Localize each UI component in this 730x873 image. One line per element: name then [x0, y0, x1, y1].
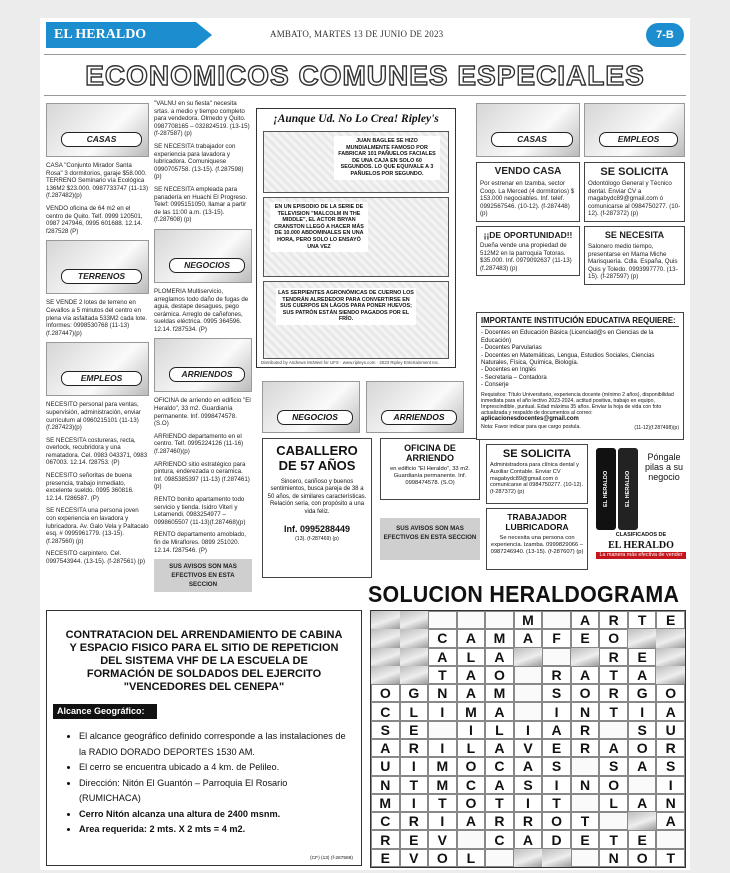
crossword-clue-cell [571, 849, 600, 867]
crossword-letter-cell: I [514, 794, 543, 812]
crossword-letter-cell: R [599, 611, 628, 629]
crossword-letter-cell: T [542, 794, 571, 812]
crossword-letter-cell: A [571, 666, 600, 684]
crossword-letter-cell: C [371, 812, 400, 830]
crossword-picture-cell [514, 648, 543, 666]
crossword-letter-cell: O [656, 684, 685, 702]
pila-ad [592, 446, 688, 566]
crossword-letter-cell: A [628, 757, 657, 775]
crossword-picture-cell [371, 648, 400, 666]
crossword-picture-cell [371, 611, 400, 629]
crossword-clue-cell [571, 794, 600, 812]
terrenos-label: TERRENOS [61, 269, 142, 284]
classified-ad: VENDO oficina de 64 m2 en el centro de Quito. Telf. 0999 120501, 0987 247946, 0995 601688. 12.14. f287528 (P) [46, 204, 143, 235]
crossword-letter-cell: T [599, 830, 628, 848]
alcance-item: • Cerro Nitón alcanza una altura de 2400 msnm. [79, 807, 347, 823]
crossword-letter-cell: A [514, 629, 543, 647]
crossword-letter-cell: L [599, 794, 628, 812]
crossword-clue-cell [628, 776, 657, 794]
page-header [40, 18, 690, 52]
classified-ad: ARRIENDO sitio estratégico para pintura, enderezada o ceramica. Inf. 0985385397 (11-13) (f.287461)(p) [154, 460, 250, 491]
institucion-item: - Conserje [481, 382, 509, 389]
crossword-letter-cell: T [485, 794, 514, 812]
crossword-letter-cell: M [457, 702, 486, 720]
crossword-letter-cell: I [656, 776, 685, 794]
crossword-letter-cell: V [428, 830, 457, 848]
crossword-letter-cell: M [428, 757, 457, 775]
crossword-letter-cell: T [400, 776, 429, 794]
trabajador-title: TRABAJADOR LUBRICADORA [505, 512, 569, 532]
pila-brand: EL HERALDO [608, 540, 674, 551]
crossword-letter-cell: T [428, 794, 457, 812]
crossword-letter-cell: V [400, 849, 429, 867]
institucion-item: - Docentes en Educación Básica (Licenciad@s en Ciencias de la Educación) [481, 330, 654, 344]
crossword-letter-cell: M [428, 776, 457, 794]
crossword-letter-cell: T [599, 666, 628, 684]
institucion-email: aplicacionesdocentes@gmail.com [481, 416, 579, 423]
arriendos-image [154, 338, 252, 392]
crossword-letter-cell: I [542, 702, 571, 720]
promo-grey-box: SUS AVISOS SON MAS EFECTIVOS EN ESTA SECCION [154, 559, 252, 592]
ripleys-caption-1: JUAN BAGLEE SE HIZO MUNDIALMENTE FAMOSO POR FABRICAR 101 PAÑUELOS FACIALES DE UNA CAJA EN SOLO 60 SEGUNDOS. LO QUE EQUIVALE A 3 PAÑUELOS POR SEGUNDO. [334, 136, 440, 180]
alcance-item: • El alcance geográfico definido corresponde a las instalaciones de la RADIO DORADO DEPORTES 1530 AM. [79, 729, 347, 760]
section-title: ECONOMICOS COMUNES ESPECIALES [85, 60, 645, 91]
pila-tagline: La manera más efectiva de vender [596, 552, 686, 559]
crossword-letter-cell: C [371, 702, 400, 720]
crossword-clue-cell [514, 702, 543, 720]
classifieds-column-1 [46, 100, 149, 571]
crossword-letter-cell: E [571, 830, 600, 848]
crossword-letter-cell: V [514, 739, 543, 757]
crossword-letter-cell: E [542, 739, 571, 757]
alcance-item: • Area requerida: 2 mts. X 2 mts = 4 m2. [79, 822, 347, 838]
casas-image-right [476, 103, 580, 157]
caballero-code: (13). (f-287469) (p) [295, 536, 339, 543]
solicita-admin-body: Administradora para clínica dental y Auxiliar Contable. Enviar CV magabydc89@gmail.com ó comunicarse al 0984750277. (10-12). (f-287372) (p) [490, 462, 583, 496]
solicita-title: SE SOLICITA [600, 166, 669, 178]
crossword-clue-cell [656, 830, 685, 848]
empleos-image [46, 342, 149, 396]
trabajador-ad [486, 508, 588, 570]
crossword-picture-cell [656, 666, 685, 684]
crossword-letter-cell: O [628, 849, 657, 867]
crossword-letter-cell: N [599, 849, 628, 867]
crossword-letter-cell: N [571, 702, 600, 720]
crossword-letter-cell: O [628, 739, 657, 757]
alcance-item: • El cerro se encuentra ubicado a 4 km. de Pelileo. [79, 760, 347, 776]
crossword-letter-cell: A [628, 666, 657, 684]
negocios-image [154, 229, 252, 283]
institucion-code: (11-12)(f.287498)(p) [634, 425, 679, 432]
solicita-admin-title: SE SOLICITA [502, 448, 572, 460]
necesita-salonero-ad [584, 226, 685, 285]
crossword-letter-cell: R [400, 739, 429, 757]
solicita-admin-ad [486, 444, 588, 504]
crossword-letter-cell: A [485, 776, 514, 794]
oportunidad-body: Dueña vende una propiedad de 512M2 en la parroquia Totoras. $35.000. Inf. 0979092637 (11-13)(f.287483) (p) [480, 241, 572, 272]
crossword-letter-cell: O [599, 629, 628, 647]
ripleys-caption-2: EN UN EPISODIO DE LA SERIE DE TELEVISION "MALCOLM IN THE MIDDLE", EL ACTOR BRYAN CRANSTON LLEGÓ A HACER MÁS DE 10.000 ABDOMINALES EN UNA HORA, PERO SOLO LO ENSAYÓ UNA VEZ [270, 202, 368, 252]
crossword-letter-cell: E [400, 721, 429, 739]
classified-ad: CASA "Conjunto Mirador Santa Rosa" 3 dormitorios, garaje $58.000. TERRENO Seminario vía Ecológica 136M2 $23.000. 0987733747 (11-13)(f.287482)(p) [46, 162, 149, 200]
crossword-letter-cell: A [599, 739, 628, 757]
ripleys-panel [256, 108, 456, 368]
crossword-letter-cell: E [628, 648, 657, 666]
ripleys-cartoon-2 [263, 197, 449, 277]
crossword-letter-cell: T [628, 611, 657, 629]
institucion-item: - Docentes en Inglés [481, 367, 537, 374]
alcance-item: • Dirección: Nitón El Guantón – Parroquia El Rosario (RUMICHACA) [79, 776, 347, 807]
crossword-letter-cell: I [428, 739, 457, 757]
crossword-letter-cell: M [485, 684, 514, 702]
alcance-heading: Alcance Geográfico: [53, 704, 157, 719]
newspaper-page [40, 18, 690, 870]
crossword-letter-cell: A [571, 611, 600, 629]
contratacion-code: (CF) (13) (f-287588) [310, 856, 353, 861]
arriendos-label-mid: ARRIENDOS [381, 410, 457, 425]
crossword-letter-cell: M [514, 611, 543, 629]
crossword-letter-cell: E [371, 849, 400, 867]
crossword-letter-cell: C [485, 830, 514, 848]
crossword-clue-cell [542, 611, 571, 629]
crossword-letter-cell: N [428, 684, 457, 702]
crossword-letter-cell: O [457, 794, 486, 812]
crossword-letter-cell: L [400, 702, 429, 720]
crossword-letter-cell: I [428, 702, 457, 720]
crossword-letter-cell: R [542, 666, 571, 684]
classified-ad: SE NECESITA empleada para panadería en Huachi El Progreso. Telef: 0995151050, llamar a partir de las 11:00 a.m. (13-15). (f.287608) (p) [154, 185, 248, 224]
classified-ad: RENTO bonito apartamento todo servicio y tienda. Isidro Viteri y Letamendi. 0983254977 – 0998605507 (11-13)(f.287468)(p) [154, 496, 246, 526]
crossword-clue-cell [428, 611, 457, 629]
ripleys-credit: Distributed by Andrews McMeel for UFS · www.ripleys.com · 2023 Ripley Entertainment Inc. [261, 360, 440, 365]
classifieds-column-2 [154, 100, 252, 592]
vendo-casa-title: VENDO CASA [494, 166, 562, 177]
crossword-letter-cell: A [656, 812, 685, 830]
oficina-title: OFICINA DE ARRIENDO [404, 443, 456, 463]
classified-ad: PLOMERIA Multiservicio, arreglamos todo daño de fugas de agua, destape desagues, pego cerámica. Arreglo de cañefones, sueldas eléctrica. 0995 364596. 12.14. f287534. (P) [154, 287, 249, 333]
crossword-letter-cell: R [656, 739, 685, 757]
crossword-letter-cell: N [371, 776, 400, 794]
promo-grey-box-mid: SUS AVISOS SON MAS EFECTIVOS EN ESTA SECCION [380, 518, 480, 560]
casas-image [46, 103, 149, 157]
crossword-letter-cell: I [542, 776, 571, 794]
crossword-picture-cell [400, 648, 429, 666]
oportunidad-title: ¡¡DE OPORTUNIDAD!! [483, 229, 573, 240]
crossword-clue-cell [428, 721, 457, 739]
crossword-letter-cell: U [371, 757, 400, 775]
crossword-letter-cell: M [371, 794, 400, 812]
oportunidad-ad [476, 226, 580, 276]
crossword-picture-cell [571, 648, 600, 666]
classified-ad: NECESITO señoritas de buena presencia, trabajo inmediato, excelente sueldo. 0995 360816. 12.14. f286587. (P) [46, 472, 134, 502]
crossword-clue-cell [599, 812, 628, 830]
crossword-letter-cell: O [457, 757, 486, 775]
classified-ad: SE NECESITA costureras, recta, overlock, recubridora y una rematadora. Cel. 0983 043371, 0983 067003. 12.14. f28753. (P) [46, 436, 148, 467]
crossword-letter-cell: A [514, 830, 543, 848]
crossword-picture-cell [400, 629, 429, 647]
empleos-label: EMPLEOS [61, 371, 142, 386]
institucion-item: - Docentes Parvularias [481, 345, 542, 352]
crossword-letter-cell: A [457, 629, 486, 647]
crossword-picture-cell [371, 629, 400, 647]
ripleys-caption-3: LAS SERPIENTES AGRONÓMICAS DE CUERNO LOS TENDRÁN ALREDEDOR PARA CONVERTIRSE EN SUS CUERPOS EN LÁGOS PARA PONER HUEVOS; SUS PATRÓN ESTÁN SIENDO PAGADOS POR EL FRÍO. [276, 288, 416, 325]
arriendos-label: ARRIENDOS [169, 367, 245, 382]
ripleys-title: ¡Aunque Ud. No Lo Crea! Ripley's [273, 113, 439, 125]
crossword-letter-cell: E [400, 830, 429, 848]
crossword-letter-cell: A [371, 739, 400, 757]
contratacion-notice [46, 610, 362, 866]
crossword-letter-cell: S [371, 721, 400, 739]
crossword-letter-cell: C [428, 629, 457, 647]
crossword-letter-cell: C [485, 757, 514, 775]
crossword-letter-cell: L [485, 721, 514, 739]
pila-slogan: Póngale pilas a su negocio [644, 452, 684, 482]
crossword-picture-cell [628, 812, 657, 830]
arriendos-image-mid [366, 381, 464, 433]
casas-label-right: CASAS [491, 132, 573, 147]
crossword-letter-cell: L [457, 849, 486, 867]
crossword-letter-cell: C [457, 776, 486, 794]
caballero-ad [262, 438, 372, 578]
oficina-body: en edificio "El Heraldo", 33 m2. Guardianía permanente. Inf. 0998474578. (S.O) [390, 466, 470, 486]
crossword-letter-cell: G [400, 684, 429, 702]
battery-icon-2: EL HERALDO [618, 448, 638, 530]
classified-ad: SE NECESITA trabajador con experiencia para lavadora y lubricadora. Comuniquese 0990705758. (13-15). (f.287598) (p) [154, 142, 244, 181]
crossword-letter-cell: T [571, 812, 600, 830]
empleos-image-right [584, 103, 685, 157]
crossword-letter-cell: R [571, 721, 600, 739]
necesita-body: Salonero medio tiempo, presentarse en Mama Miche Marisquería. Cdla. España, Quis Quis y Toledo. 0993997770. (13-15). (f-287597) (p) [588, 242, 678, 281]
classifieds-column-5 [584, 100, 685, 285]
crossword-letter-cell: R [599, 648, 628, 666]
crossword-letter-cell: R [599, 684, 628, 702]
crossword-letter-cell: R [514, 812, 543, 830]
crossword-clue-cell [514, 684, 543, 702]
crossword-picture-cell [656, 629, 685, 647]
crossword-letter-cell: O [542, 812, 571, 830]
negocios-image-mid [262, 381, 360, 433]
crossword-letter-cell: T [599, 702, 628, 720]
classified-ad: OFICINA de arriendo en edificio "El Heraldo", 33 m2. Guardianía permanente. Inf. 0998474578. (S.O) [154, 397, 251, 428]
crossword-letter-cell: R [571, 739, 600, 757]
crossword-clue-cell [485, 611, 514, 629]
masthead-tab: EL HERALDO [46, 22, 196, 48]
crossword-letter-cell: G [628, 684, 657, 702]
oficina-ad [380, 438, 480, 500]
crossword-letter-cell: L [457, 648, 486, 666]
ripleys-cartoon-3 [263, 281, 449, 359]
crossword-letter-cell: A [485, 648, 514, 666]
crossword-letter-cell: O [428, 849, 457, 867]
crossword-letter-cell: A [628, 794, 657, 812]
classified-ad: NECESITO carpintero. Cel. 0997543944. (13-15). (f-287561) (p) [46, 550, 146, 565]
crossword-letter-cell: T [656, 849, 685, 867]
crossword-letter-cell: U [656, 721, 685, 739]
solicita-odontologo-ad [584, 162, 685, 222]
crossword-letter-cell: A [457, 684, 486, 702]
crossword-clue-cell [457, 830, 486, 848]
crossword-letter-cell: E [571, 629, 600, 647]
crossword-letter-cell: D [542, 830, 571, 848]
institucion-item: - Secretaria – Contadora [481, 374, 547, 381]
institucion-list [481, 330, 679, 389]
crossword-letter-cell: L [457, 739, 486, 757]
caballero-title: CABALLERO DE 57 AÑOS [276, 443, 358, 473]
crossword-letter-cell: A [457, 812, 486, 830]
casas-label: CASAS [61, 132, 142, 147]
crossword-letter-cell: O [371, 684, 400, 702]
section-banner [44, 54, 686, 96]
page-number: 7-B [646, 23, 684, 47]
crossword-letter-cell: I [628, 702, 657, 720]
battery-icon: EL HERALDO [596, 448, 616, 530]
crossword-letter-cell: A [457, 666, 486, 684]
crossword-letter-cell: I [514, 721, 543, 739]
crossword-picture-cell [656, 648, 685, 666]
crossword-clue-cell [485, 849, 514, 867]
crossword-letter-cell: A [485, 702, 514, 720]
crossword-letter-cell: A [428, 648, 457, 666]
classified-ad: ARRIENDO departamento en el centro. Telf. 0995224126 (11-16) (f.287460)(p) [154, 432, 244, 456]
crossword-clue-cell [571, 757, 600, 775]
institucion-title: IMPORTANTE INSTITUCIÓN EDUCATIVA REQUIERE: [481, 317, 679, 327]
crossword-letter-cell: R [371, 830, 400, 848]
crossword-letter-cell: O [571, 684, 600, 702]
classified-ad: NECESITO personal para ventas, supervisión, administración, enviar currículum al 0960215101 (11-13)(f.287423)(p) [46, 401, 141, 432]
crossword-letter-cell: S [514, 776, 543, 794]
vendo-casa-body: Por estrenar en Izamba, sector Coop. La Merced (4 dormitorios) $ 153.000 negociables. Inf. telef. 0992567546. (10-12). (f-287448) (p) [480, 180, 575, 218]
institucion-item: - Docentes en Matemáticas, Lengua, Estudios Sociales, Ciencias Naturales, Física, Química, Biología. [481, 352, 655, 367]
crossword-letter-cell: E [628, 830, 657, 848]
terrenos-image [46, 240, 149, 294]
crossword-picture-cell [400, 666, 429, 684]
crossword-picture-cell [400, 611, 429, 629]
crossword-letter-cell: A [514, 757, 543, 775]
necesita-title: SE NECESITA [604, 229, 665, 240]
crossword-picture-cell [628, 629, 657, 647]
crossword-letter-cell: I [400, 794, 429, 812]
crossword-grid [370, 610, 686, 868]
crossword-clue-cell [542, 648, 571, 666]
crossword-clue-cell [457, 611, 486, 629]
crossword-solution-title: SOLUCION HERALDOGRAMA [368, 581, 680, 607]
classified-ad: SE VENDE 2 lotes de terreno en Cevallos a 5 minutos del centro en plena vía asfaltada 533M2 cada lote. Informes: 0998530768 (11-13)(f.287447)(p) [46, 299, 148, 337]
solicita-body: Odontólogo General y Técnico dental. Enviar CV a magabydc89@gmail.com ó comunicarse al 0984750277. (10-12). (f-287372) (p) [588, 180, 681, 218]
caballero-phone: Inf. 0995288449 [283, 524, 351, 535]
crossword-letter-cell: S [542, 684, 571, 702]
crossword-picture-cell [542, 849, 571, 867]
crossword-letter-cell: M [485, 629, 514, 647]
crossword-letter-cell: T [428, 666, 457, 684]
institucion-note: Nota: Favor indicar para que cargo postula. [481, 423, 581, 430]
crossword-letter-cell: N [656, 794, 685, 812]
crossword-letter-cell: A [542, 721, 571, 739]
empleos-label-right: EMPLEOS [599, 132, 678, 147]
crossword-clue-cell [599, 721, 628, 739]
institucion-ad [476, 312, 684, 440]
crossword-letter-cell: S [656, 757, 685, 775]
classified-ad: SE NECESITA una persona joven con experiencia en lavadora y lubricadora. Av. Galo Vela y Paltacalo esq. # 0995961779. (13-15). (f.287560) (p) [46, 507, 149, 545]
crossword-letter-cell: I [457, 721, 486, 739]
crossword-letter-cell: S [599, 757, 628, 775]
crossword-picture-cell [371, 666, 400, 684]
crossword-letter-cell: O [485, 666, 514, 684]
negocios-label-mid: NEGOCIOS [277, 410, 353, 425]
alcance-list [79, 729, 347, 838]
crossword-clue-cell [514, 666, 543, 684]
pila-sub: CLASIFICADOS DE [615, 532, 667, 538]
issue-date: AMBATO, MARTES 13 DE JUNIO DE 2023 [270, 29, 444, 39]
crossword-letter-cell: R [485, 812, 514, 830]
classifieds-column-4 [476, 100, 580, 276]
crossword-letter-cell: A [485, 739, 514, 757]
crossword-letter-cell: O [599, 776, 628, 794]
crossword-picture-cell [514, 849, 543, 867]
crossword-letter-cell: S [542, 757, 571, 775]
crossword-letter-cell: N [571, 776, 600, 794]
caballero-body: Sincero, cariñoso y buenos sentimientos, busca pareja de 38 a 50 años, de similares características. Relación seria, con propósito a una vida feliz. [267, 479, 367, 515]
classified-ad: "VALNU en su fiesta" necesita srtas. a medio y tiempo completo para vendedora. Olmedo y Quito. 0987708165 – 032824519. (13-15) (f-287587) (p) [154, 100, 250, 138]
institucion-requisitos: Requisitos: Título Universitario, experiencia docente (mínimo 2 años), disponibilidad inmediata para el año lectivo 2023-2024, actitud positiva, trabajo en equipo, Imprescindible, puntual. Edad máxima 35 años. Enviar la hoja de vida con foto actualizada y respaldo de documentos al correo: [481, 391, 674, 417]
crossword-letter-cell: E [656, 611, 685, 629]
trabajador-body: Se necesita una persona con experiencia. Izamba. 0999829066 – 0987246940. (13-15). (f-287607) (p) [490, 535, 584, 555]
crossword-letter-cell: S [628, 721, 657, 739]
classified-ad: RENTO departamento amoblado, fin de Miraflores. 0899 251020. 12.14. f287546. (P) [154, 531, 247, 554]
crossword-letter-cell: F [542, 629, 571, 647]
crossword-letter-cell: I [428, 812, 457, 830]
crossword-letter-cell: R [400, 812, 429, 830]
crossword-letter-cell: A [656, 702, 685, 720]
negocios-label: NEGOCIOS [169, 258, 245, 273]
crossword-letter-cell: I [400, 757, 429, 775]
contratacion-title: CONTRATACION DEL ARRENDAMIENTO DE CABINA Y ESPACIO FISICO PARA EL SITIO DE REPETICION DEL SISTEMA VHF DE LA ESCUELA DE FORMACIÓN DE SOLDADOS DEL EJERCITO "VENCEDORES DEL CENEPA" [65, 629, 343, 693]
ripleys-cartoon-1 [263, 131, 449, 193]
vendo-casa-ad [476, 162, 580, 222]
